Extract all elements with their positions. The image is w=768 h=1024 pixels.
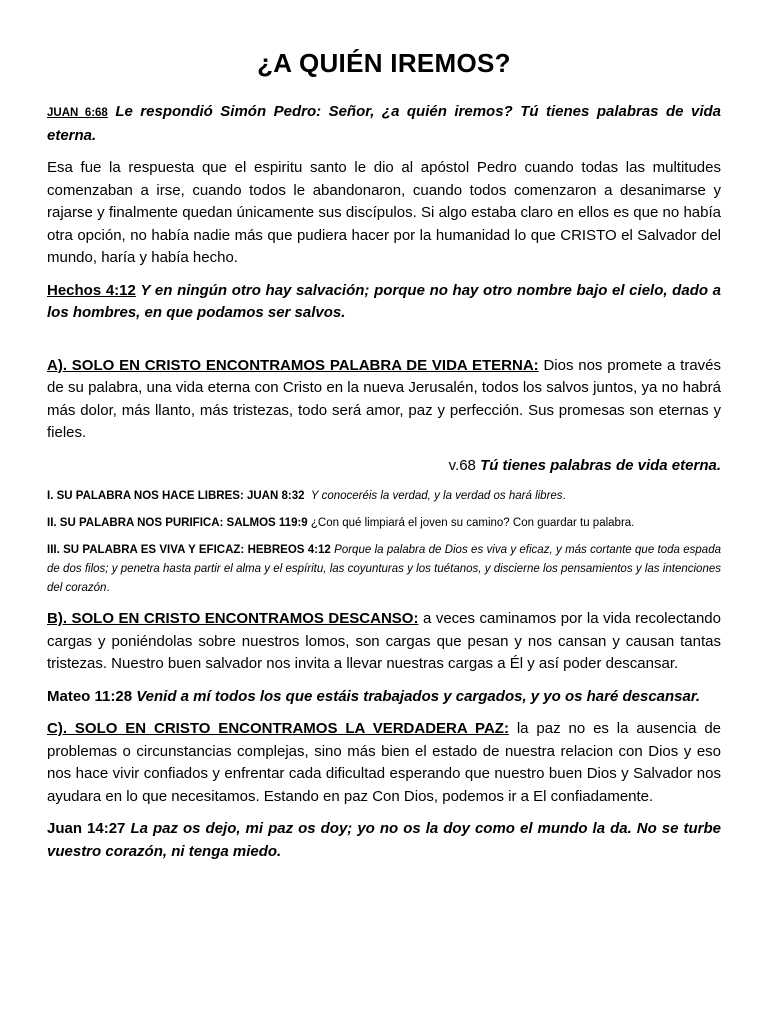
section-b-text: a veces caminamos por la vida recolectando cargas y poniéndolas sobre nuestros lomos, son cargas que pesan y nos cansan y causan tantas tristezas. Nuestro buen salvador nos invita a llevar nuestras cargas a Él y así poder descansar.	[47, 610, 721, 672]
point-one: I. SU PALABRA NOS HACE LIBRES: JUAN 8:32 Y conoceréis la verdad, y la verdad os hará libres.	[47, 490, 566, 502]
section-a-heading: A). SOLO EN CRISTO ENCONTRAMOS PALABRA DE VIDA ETERNA:	[47, 356, 539, 374]
section-b	[47, 608, 721, 676]
verse-reference: Hechos 4:12	[47, 281, 136, 299]
point-one-label: I. SU PALABRA NOS HACE LIBRES: JUAN 8:32	[47, 490, 305, 502]
document-page	[47, 48, 721, 863]
section-c-text: la paz no es la ausencia de problemas o circunstancias complejas, sino más bien el estado de nuestra relacion con Dios y eso nos hace vivir confiados y enfrentar cada dificultad esperando que nuestro buen Dios y Salvador nos ayudara en lo que necesitamos. Estando en paz Con Dios, podemos ir a El confiadamente.	[47, 720, 722, 805]
section-b-heading: B). SOLO EN CRISTO ENCONTRAMOS DESCANSO:	[47, 610, 419, 627]
verse-reference: Mateo 11:28	[47, 687, 133, 705]
hechos-verse	[47, 280, 721, 325]
verse-reference: Juan 14:27	[47, 820, 126, 837]
juan-verse	[47, 818, 721, 863]
point-three-quote: Porque la palabra de Dios es viva y eficaz, y más cortante que toda espada de dos filos; y penetra hasta partir el alma y el espíritu, las coyunturas y los tuétanos, y discierne los pensamientos y las intenciones del corazón	[47, 544, 721, 594]
section-a-text: Dios nos promete a través de su palabra, una vida eterna con Cristo en la nueva Jerusalén, todos los salvos juntos, ya no habrá más dolor, más llanto, más tristezas, todo será amor, paz y perfección. Sus promesas son eternas y fieles.	[47, 356, 722, 441]
verse-quote: Y en ningún otro hay salvación; porque no hay otro nombre bajo el cielo, dado a los hombres, en que podamos ser salvos.	[47, 281, 722, 321]
intro-verse	[47, 101, 721, 147]
section-c	[47, 718, 721, 808]
point-one-quote: Y conoceréis la verdad, y la verdad os hará libres	[310, 490, 563, 502]
verse-quote: Le respondió Simón Pedro: Señor, ¿a quién iremos? Tú tienes palabras de vida eterna.	[47, 103, 721, 144]
section-a	[47, 355, 721, 445]
point-two	[47, 514, 721, 533]
point-three: III. SU PALABRA ES VIVA Y EFICAZ: HEBREOS 4:12 Porque la palabra de Dios es viva y eficaz, y más cortante que toda espada de dos filos; y penetra hasta partir el alma y el espíritu, las coyunturas y los tuétanos, y discierne los pensamientos y las intenciones del corazón.	[47, 544, 721, 594]
page-title: ¿A QUIÉN IREMOS?	[257, 48, 511, 78]
verse-68	[47, 455, 721, 478]
verse-reference: v.68	[448, 456, 476, 474]
mateo-verse	[47, 686, 721, 709]
verse-reference: JUAN 6:68	[47, 107, 108, 119]
verse-quote: Tú tienes palabras de vida eterna.	[480, 456, 721, 474]
section-c-heading: C). SOLO EN CRISTO ENCONTRAMOS LA VERDADERA PAZ:	[47, 720, 509, 737]
point-two-text: ¿Con qué limpiará el joven su camino? Con guardar tu palabra.	[310, 517, 635, 529]
point-two-label: II. SU PALABRA NOS PURIFICA: SALMOS 119:9	[47, 517, 308, 529]
verse-quote: La paz os dejo, mi paz os doy; yo no os la doy como el mundo la da. No se turbe vuestro corazón, ni tenga miedo.	[47, 820, 722, 860]
intro-paragraph: Esa fue la respuesta que el espiritu santo le dio al apóstol Pedro cuando todas las multitudes comenzaban a irse, cuando todos le abandonaron, cuando todos comenzaron a desanimarse y rajarse y finalmente quedan únicamente sus discípulos. Si algo estaba claro en ellos es que no había otra opción, no había nadie más que pudiera hacer por la humanidad lo que CRISTO el Salvador del mundo, haría y había hecho.	[47, 159, 721, 266]
verse-quote: Venid a mí todos los que estáis trabajados y cargados, y yo os haré descansar.	[136, 687, 701, 705]
point-three-label: III. SU PALABRA ES VIVA Y EFICAZ: HEBREOS 4:12	[47, 544, 331, 556]
